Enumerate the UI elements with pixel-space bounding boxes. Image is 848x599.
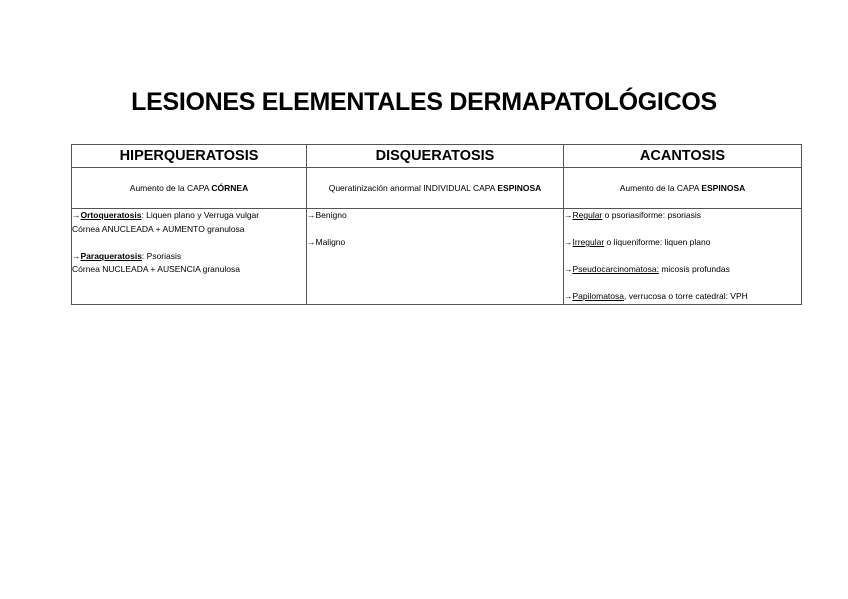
list-item <box>564 209 801 223</box>
item-term: Irregular <box>572 237 605 247</box>
spacer <box>564 277 801 291</box>
arrow-right-icon: → <box>72 210 81 220</box>
list-item <box>307 236 563 250</box>
table-header-row <box>72 145 802 168</box>
detail-hiperqueratosis <box>72 209 307 305</box>
spacer <box>564 223 801 237</box>
arrow-right-icon: → <box>72 250 81 261</box>
definition-text: Aumento de la CAPA <box>129 183 212 193</box>
detail-row <box>72 209 802 305</box>
item-description: o liqueniforme: liquen plano <box>604 237 711 247</box>
header-hiperqueratosis: HIPERQUERATOSIS <box>72 145 307 168</box>
item-term: Ortoqueratosis <box>80 210 142 220</box>
item-separator: : <box>141 210 147 220</box>
header-disqueratosis: DISQUERATOSIS <box>307 145 564 168</box>
definition-emphasis: ESPINOSA <box>497 183 542 193</box>
spacer <box>307 223 563 237</box>
item-description: Psoriasis <box>146 250 182 261</box>
list-item <box>564 290 801 304</box>
definition-text: Aumento de la CAPA <box>619 183 702 193</box>
arrow-right-icon: → <box>307 237 316 247</box>
arrow-right-icon: → <box>307 210 316 220</box>
spacer <box>72 236 306 250</box>
item-note: Córnea ANUCLEADA + AUMENTO granulosa <box>72 223 245 234</box>
arrow-right-icon: → <box>564 237 573 247</box>
list-item <box>564 236 801 250</box>
list-item <box>564 263 801 277</box>
item-note: Córnea NUCLEADA + AUSENCIA granulosa <box>72 264 240 274</box>
arrow-right-icon: → <box>564 210 573 220</box>
list-item <box>307 209 563 223</box>
spacer <box>564 250 801 264</box>
list-item <box>72 209 306 223</box>
lesions-table <box>71 144 802 305</box>
definition-disqueratosis <box>307 168 564 209</box>
definition-text: Queratinización anormal INDIVIDUAL CAPA <box>328 183 498 193</box>
item-term: Papilomatosa <box>572 291 625 301</box>
item-description: micosis profundas <box>658 264 730 274</box>
definition-acantosis <box>564 168 802 209</box>
header-acantosis: ACANTOSIS <box>564 145 802 168</box>
definition-row <box>72 168 802 209</box>
item-term: Regular <box>572 210 603 220</box>
detail-disqueratosis <box>307 209 564 305</box>
definition-emphasis: CÓRNEA <box>211 183 249 193</box>
item-description: , verrucosa o torre catedral: VPH <box>624 291 748 301</box>
item-term: Paraqueratosis <box>80 250 142 261</box>
item-description: Liquen plano y Verruga vulgar <box>146 210 260 220</box>
page-title: LESIONES ELEMENTALES DERMAPATOLÓGICOS <box>131 88 717 116</box>
arrow-right-icon: → <box>564 264 573 274</box>
item-text: Maligno <box>315 237 346 247</box>
detail-acantosis <box>564 209 802 305</box>
item-separator: : <box>141 250 147 261</box>
definition-emphasis: ESPINOSA <box>701 183 746 193</box>
list-item <box>72 250 306 264</box>
item-text: Benigno <box>315 210 347 220</box>
item-term: Pseudocarcinomatosa: <box>572 264 659 274</box>
item-description: o psoriasiforme: psoriasis <box>602 210 702 220</box>
definition-hiperqueratosis <box>72 168 307 209</box>
arrow-right-icon: → <box>564 291 573 301</box>
